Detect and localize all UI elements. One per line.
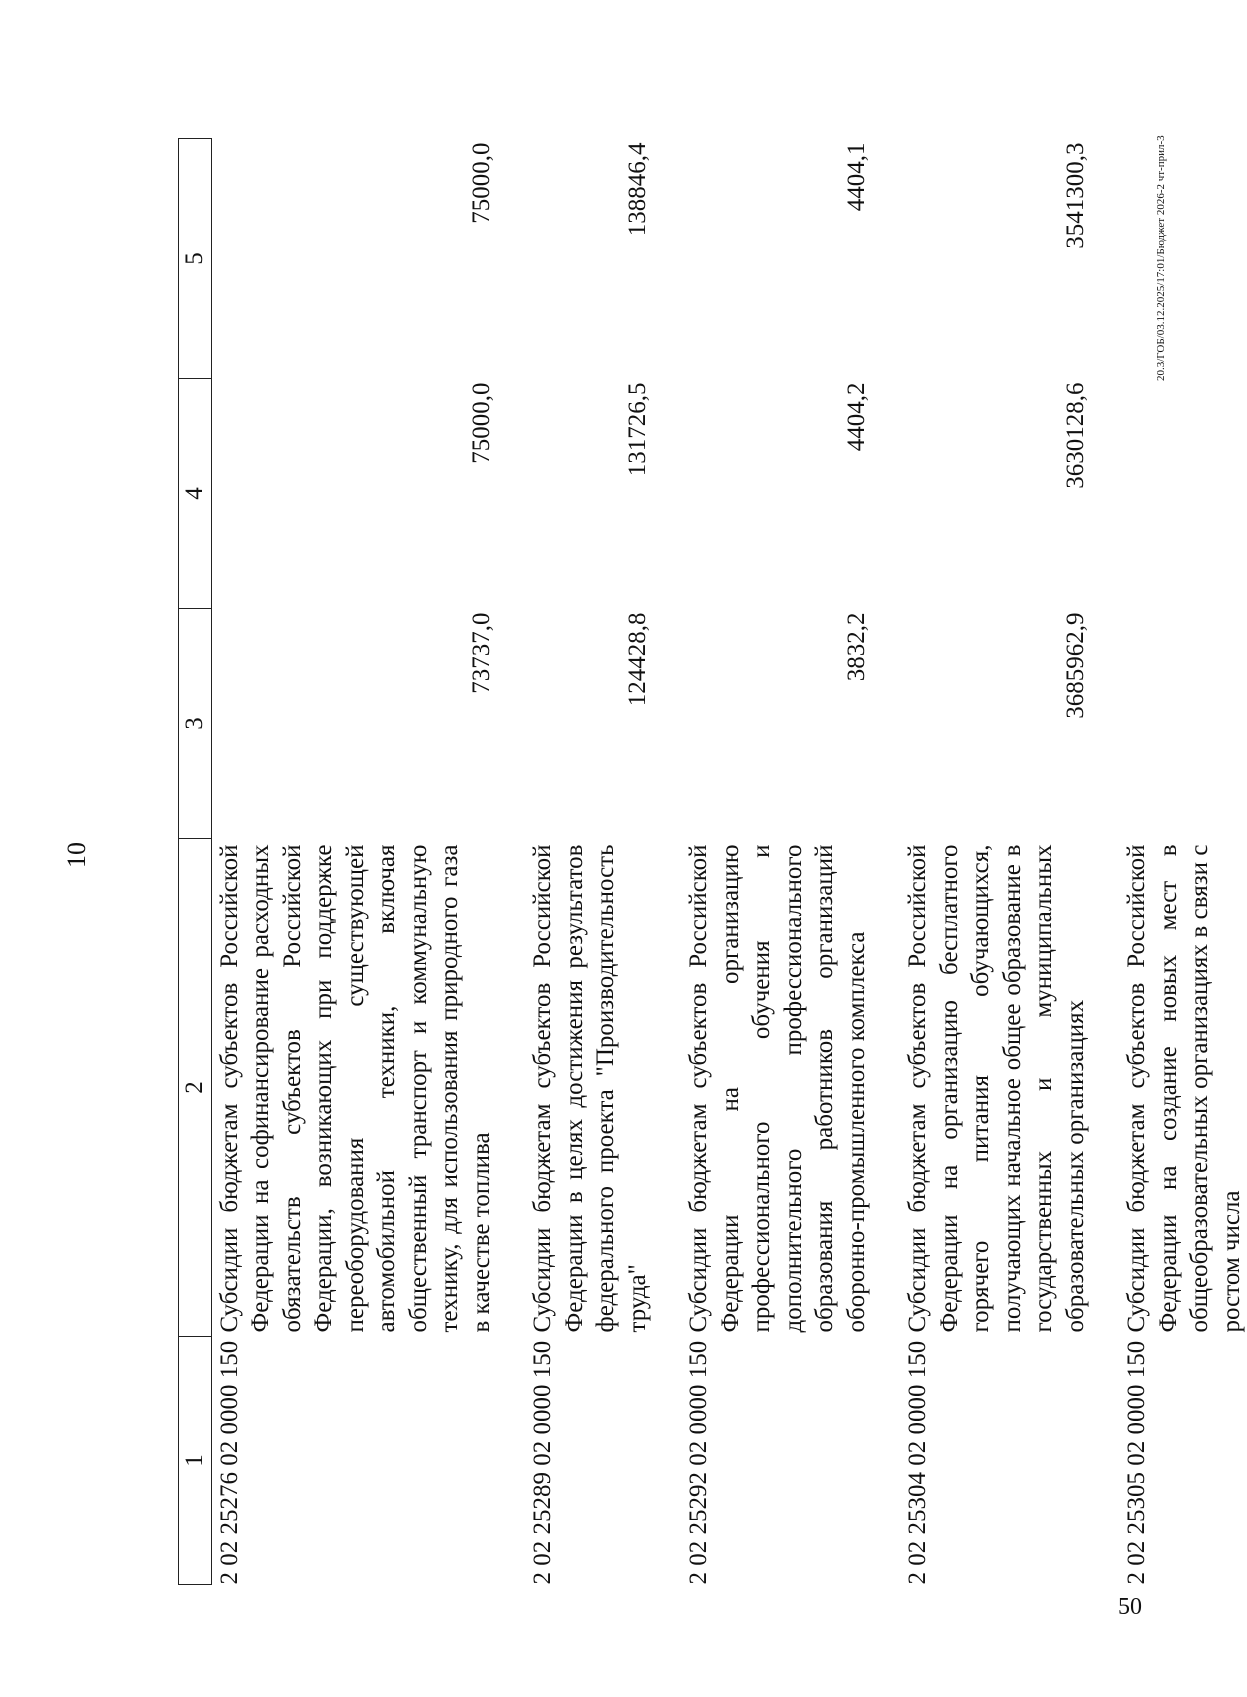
table-row: [1091, 139, 1247, 1585]
row-col5-value: 3541300,3: [1061, 142, 1089, 249]
row-col3-value: 73737,0: [467, 612, 495, 694]
row-col4-value: 3630128,6: [1061, 382, 1089, 489]
row-description: Субсидии бюджетам субъектов Российской Федерации на софинансирование расходных обязательств субъектов Российской Федерации, возникающих при поддержке переоборудования существующей автомобильной техники, включая общественный транспорт и коммунальную технику, для использования природного газа в качестве топлива: [215, 844, 495, 1333]
row-code: 2 02 25304 02 0000 150: [904, 1340, 931, 1585]
row-col4-value: [1091, 379, 1247, 609]
row-col5-value: 138846,4: [623, 142, 651, 237]
row-description: Субсидии бюджетам субъектов Российской Федерации в целях достижения результатов федерального проекта "Производительность труда": [529, 844, 651, 1333]
row-description: Субсидии бюджетам субъектов Российской Федерации на организацию профессионального обучения и дополнительного профессионального образования работников организаций оборонно-промышленного комплекса: [685, 844, 870, 1333]
sheet-number: 50: [1118, 1594, 1142, 1620]
row-col5-value: 75000,0: [467, 142, 495, 224]
row-code: 2 02 25305 02 0000 150: [1123, 1340, 1150, 1585]
header-col-5: 5: [179, 139, 212, 379]
row-col3-value: 3832,2: [842, 612, 870, 682]
row-description: Субсидии бюджетам субъектов Российской Федерации на организацию бесплатного горячего питания обучающихся, получающих начальное общее образование в государственных и муниципальных образовательных организациях: [904, 844, 1089, 1333]
row-description: Субсидии бюджетам субъектов Российской Федерации на создание новых мест в общеобразовательных организациях в связи с ростом числа: [1123, 844, 1245, 1333]
row-col5-value: 4404,1: [842, 142, 870, 212]
row-col5-value: [1091, 139, 1247, 379]
table-header-row: [179, 139, 212, 1585]
page-number: 10: [62, 842, 91, 868]
header-col-3: 3: [179, 609, 212, 839]
table-row: [872, 139, 1091, 1585]
table-row: [497, 139, 653, 1585]
row-col4-value: 4404,2: [842, 382, 870, 452]
table-row: [211, 139, 497, 1585]
header-col-1: 1: [179, 1337, 212, 1585]
header-col-2: 2: [179, 839, 212, 1337]
footer-meta: 20.3/ГОБ/03.12.2025/17:01/Бюджет 2026-2 чт-прил-3: [1155, 135, 1167, 381]
row-code: 2 02 25292 02 0000 150: [685, 1340, 712, 1585]
row-col4-value: 131726,5: [623, 382, 651, 477]
row-code: 2 02 25289 02 0000 150: [529, 1340, 556, 1585]
budget-table: [178, 138, 1247, 1585]
row-col4-value: 75000,0: [467, 382, 495, 464]
row-col3-value: [1091, 609, 1247, 839]
row-code: 2 02 25276 02 0000 150: [215, 1340, 243, 1585]
row-col3-value: 3685962,9: [1061, 612, 1089, 719]
row-col3-value: 124428,8: [623, 612, 651, 707]
header-col-4: 4: [179, 379, 212, 609]
table-row: [653, 139, 872, 1585]
